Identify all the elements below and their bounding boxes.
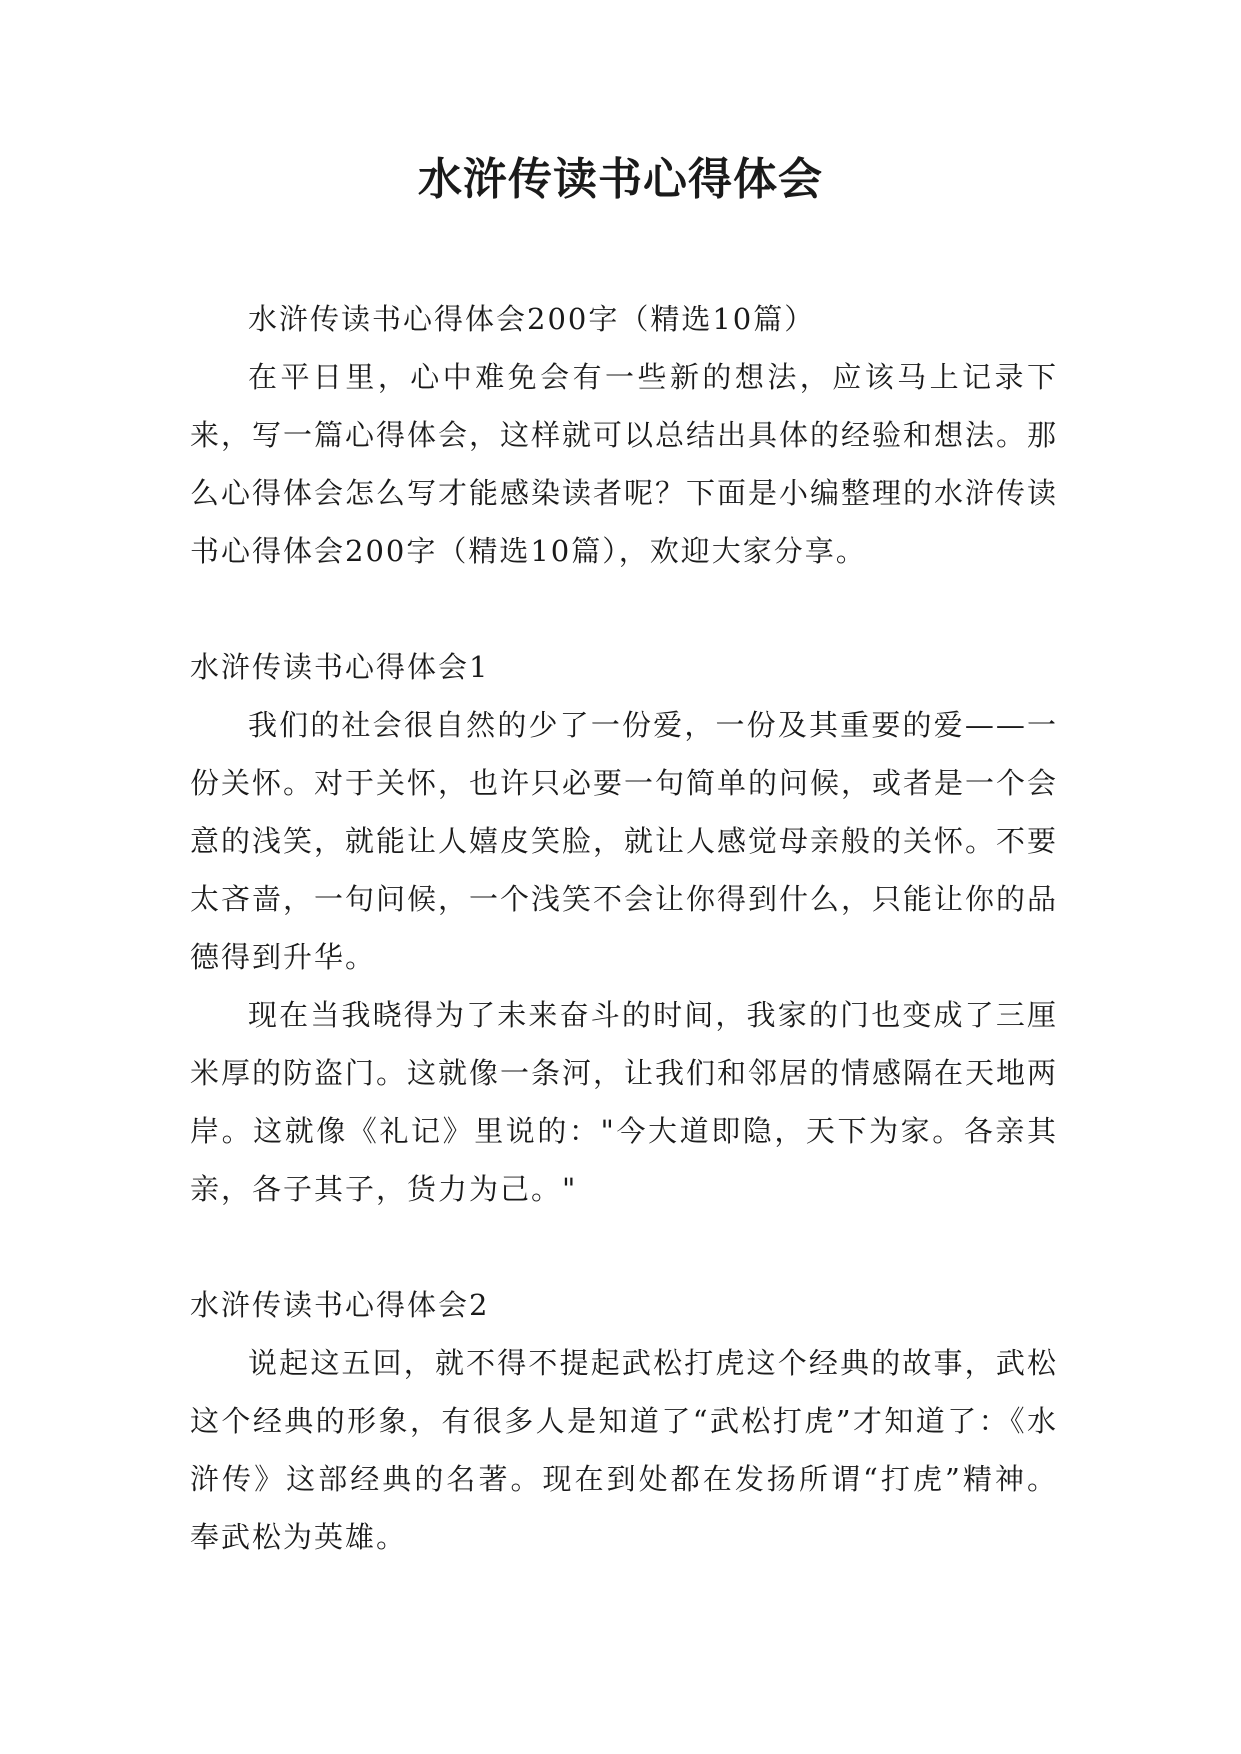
section-2-paragraph-1: 说起这五回，就不得不提起武松打虎这个经典的故事，武松这个经典的形象，有很多人是知道了“武松打虎”才知道了：《水浒传》这部经典的名著。现在到处都在发扬所谓“打虎”精神。奉武松为英雄。 (190, 1346, 1058, 1554)
section-spacer (190, 1218, 1058, 1276)
document-title: 水浒传读书心得体会 (418, 154, 823, 205)
section-1-paragraph-2: 现在当我晓得为了未来奋斗的时间，我家的门也变成了三厘米厚的防盗门。这就像一条河，让我们和邻居的情感隔在天地两岸。这就像《礼记》里说的："今大道即隐，天下为家。各亲其亲，各子其子，货力为己。" (190, 998, 1059, 1206)
section-heading-2: 水浒传读书心得体会2 (190, 1288, 490, 1322)
document-body (190, 290, 1058, 1566)
document-subtitle: 水浒传读书心得体会200字（精选10篇） (248, 302, 816, 336)
section-heading-1: 水浒传读书心得体会1 (190, 650, 490, 684)
intro-paragraph: 在平日里，心中难免会有一些新的想法，应该马上记录下来，写一篇心得体会，这样就可以总结出具体的经验和想法。那么心得体会怎么写才能感染读者呢？下面是小编整理的水浒传读书心得体会200字（精选10篇），欢迎大家分享。 (190, 360, 1059, 568)
section-spacer (190, 580, 1058, 638)
section-1-paragraph-1: 我们的社会很自然的少了一份爱，一份及其重要的爱——一份关怀。对于关怀，也许只必要一句简单的问候，或者是一个会意的浅笑，就能让人嬉皮笑脸，就让人感觉母亲般的关怀。不要太吝啬，一句问候，一个浅笑不会让你得到什么，只能让你的品德得到升华。 (190, 708, 1059, 974)
